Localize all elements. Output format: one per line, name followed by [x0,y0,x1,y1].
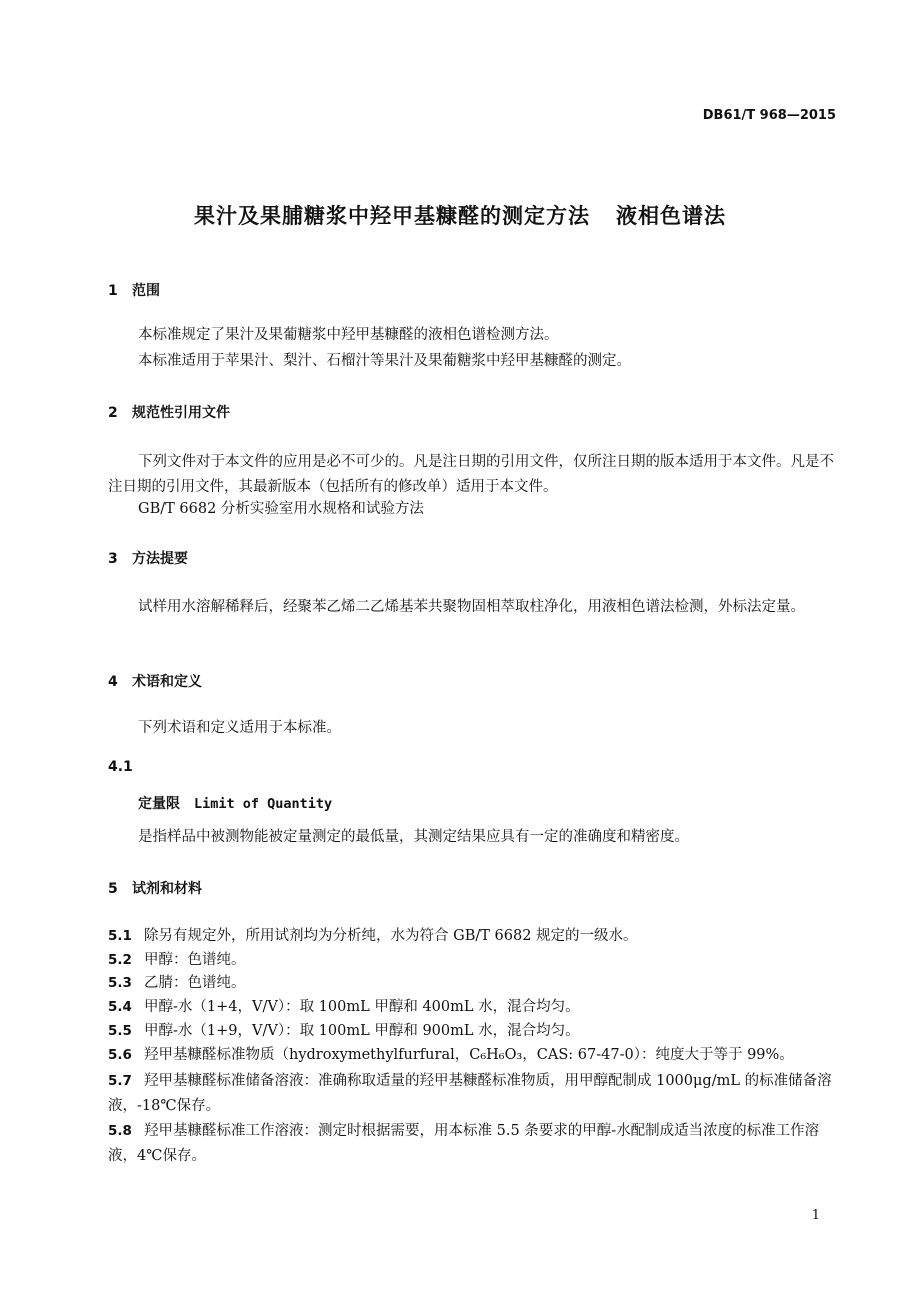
item-text: 除另有规定外，所用试剂均为分析纯，水为符合 GB/T 6682 规定的一级水。 [144,928,638,944]
term-definition: 是指样品中被测物能被定量测定的最低量，其测定结果应具有一定的准确度和精密度。 [138,829,689,845]
section-number: 5 [108,881,118,897]
term-chinese: 定量限 [138,796,180,812]
section-title: 方法提要 [132,551,188,567]
section-number: 3 [108,551,118,567]
title-sub: 液相色谱法 [616,204,726,228]
document-title [0,200,920,230]
section-1-heading [108,280,160,300]
item-text: 羟甲基糠醛标准物质（hydroxymethylfurfural，C₆H₆O₃，CAS: 67-47-0）：纯度大于等于 99%。 [144,1047,794,1063]
title-main: 果汁及果脯糖浆中羟甲基糠醛的测定方法 [194,204,590,228]
item-number: 5.7 [108,1073,132,1089]
item-text: 甲醇-水（1+9，V/V）：取 100mL 甲醇和 900mL 水，混合均匀。 [144,1023,580,1039]
section-2-heading [108,402,230,422]
section-4-paragraph-1: 下列术语和定义适用于本标准。 [138,720,341,736]
section-2-paragraph-1: 下列文件对于本文件的应用是必不可少的。凡是注日期的引用文件，仅所注日期的版本适用于本文件。凡是不注日期的引用文件，其最新版本（包括所有的修改单）适用于本文件。 [108,454,834,495]
list-item [108,926,838,946]
normative-reference: GB/T 6682 分析实验室用水规格和试验方法 [138,501,424,517]
list-item [108,1069,838,1119]
section-5-heading [108,878,202,898]
item-number: 5.8 [108,1123,132,1139]
item-text: 甲醇-水（1+4，V/V）：取 100mL 甲醇和 400mL 水，混合均匀。 [144,999,580,1015]
item-number: 5.1 [108,928,132,944]
section-number: 4 [108,674,118,690]
list-item [108,1045,838,1065]
subsection-4-1-number: 4.1 [108,759,133,775]
section-3-heading [108,548,188,568]
page-number: 1 [811,1208,820,1223]
list-item [108,997,838,1017]
list-item [108,1021,838,1041]
section-title: 规范性引用文件 [132,405,230,421]
item-text: 羟甲基糠醛标准工作溶液：测定时根据需要，用本标准 5.5 条要求的甲醇-水配制成适当浓度的标准工作溶液，4℃保存。 [108,1123,820,1164]
item-number: 5.5 [108,1023,132,1039]
section-number: 2 [108,405,118,421]
section-1-paragraph-1: 本标准规定了果汁及果葡糖浆中羟甲基糠醛的液相色谱检测方法。 [138,327,559,343]
item-number: 5.3 [108,975,132,991]
section-4-heading [108,671,202,691]
document-code: DB61/T 968—2015 [702,108,836,123]
item-text: 乙腈：色谱纯。 [144,975,246,991]
section-1-paragraph-2: 本标准适用于苹果汁、梨汁、石榴汁等果汁及果葡糖浆中羟甲基糠醛的测定。 [138,353,631,369]
section-number: 1 [108,283,118,299]
section-3-paragraph-1: 试样用水溶解稀释后，经聚苯乙烯二乙烯基苯共聚物固相萃取柱净化，用液相色谱法检测，外标法定量。 [138,599,805,615]
section-title: 术语和定义 [132,674,202,690]
section-title: 范围 [132,283,160,299]
section-title: 试剂和材料 [132,881,202,897]
list-item [108,950,838,970]
item-number: 5.2 [108,952,132,968]
term-english: Limit of Quantity [194,796,333,812]
term-entry [138,793,332,813]
list-item [108,973,838,993]
item-text: 甲醇：色谱纯。 [144,952,246,968]
item-text: 羟甲基糠醛标准储备溶液：准确称取适量的羟甲基糠醛标准物质，用甲醇配制成 1000μg/mL 的标准储备溶液，-18℃保存。 [108,1073,832,1114]
list-item [108,1119,838,1169]
item-number: 5.6 [108,1047,132,1063]
item-number: 5.4 [108,999,132,1015]
